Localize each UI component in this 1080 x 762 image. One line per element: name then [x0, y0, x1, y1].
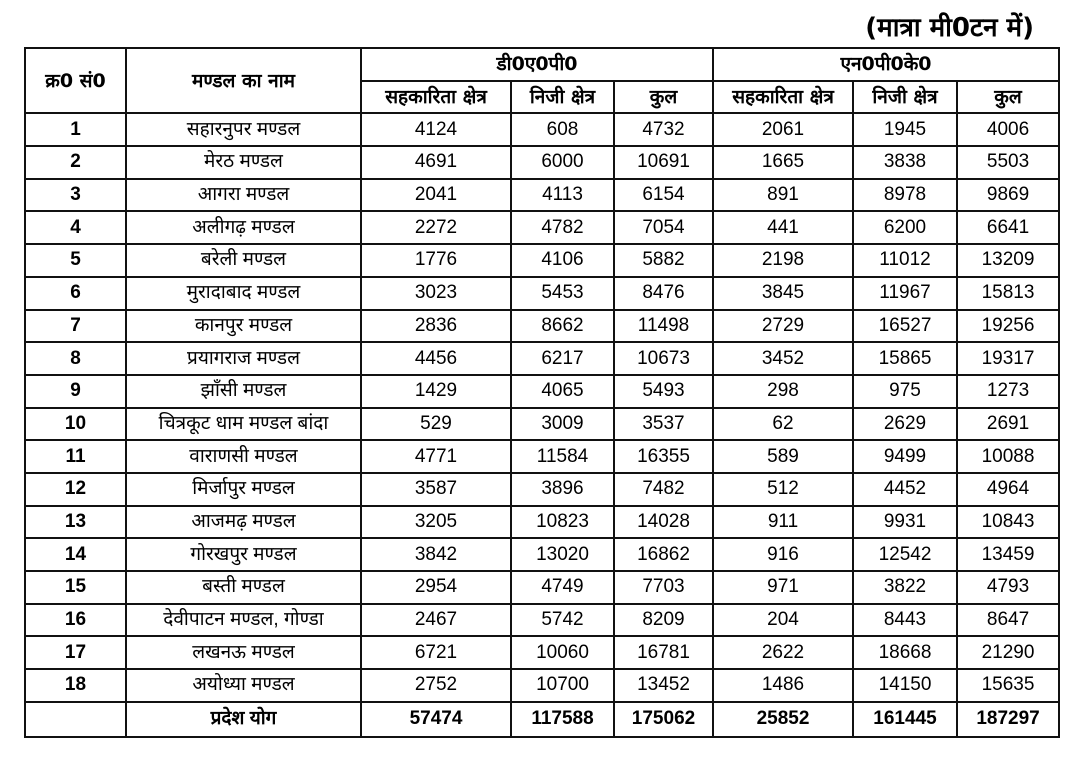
row-sno: 7 [25, 310, 126, 343]
cell-npk-cooperative: 971 [713, 571, 853, 604]
row-division-name: अलीगढ़ मण्डल [126, 211, 361, 244]
cell-npk-total: 19317 [957, 342, 1059, 375]
cell-dap-cooperative: 529 [361, 408, 511, 441]
cell-dap-total: 16862 [614, 538, 713, 571]
table-row [25, 146, 1059, 179]
cell-npk-total: 4964 [957, 473, 1059, 506]
cell-dap-private: 4749 [511, 571, 614, 604]
cell-dap-private: 4113 [511, 179, 614, 212]
cell-npk-total: 5503 [957, 146, 1059, 179]
header-npk: एन0पी0के0 [713, 48, 1059, 81]
table-row [25, 538, 1059, 571]
cell-npk-private: 18668 [853, 636, 957, 669]
header-npk-private: निजी क्षेत्र [853, 81, 957, 114]
row-division-name: मुरादाबाद मण्डल [126, 277, 361, 310]
cell-npk-total: 19256 [957, 310, 1059, 343]
header-row-group [25, 48, 1059, 81]
cell-dap-private: 13020 [511, 538, 614, 571]
row-division-name: बरेली मण्डल [126, 244, 361, 277]
row-sno: 14 [25, 538, 126, 571]
cell-dap-private: 11584 [511, 440, 614, 473]
total-label: प्रदेश योग [126, 702, 361, 737]
cell-dap-private: 10700 [511, 669, 614, 702]
cell-dap-total: 11498 [614, 310, 713, 343]
row-division-name: वाराणसी मण्डल [126, 440, 361, 473]
row-sno: 1 [25, 113, 126, 146]
cell-npk-total: 6641 [957, 211, 1059, 244]
header-dap-total: कुल [614, 81, 713, 114]
total-npk-cooperative: 25852 [713, 702, 853, 737]
cell-npk-cooperative: 512 [713, 473, 853, 506]
total-dap-total: 175062 [614, 702, 713, 737]
cell-npk-private: 9499 [853, 440, 957, 473]
cell-dap-private: 4782 [511, 211, 614, 244]
row-sno: 8 [25, 342, 126, 375]
cell-npk-private: 8443 [853, 604, 957, 637]
cell-npk-cooperative: 62 [713, 408, 853, 441]
cell-npk-total: 15813 [957, 277, 1059, 310]
cell-npk-cooperative: 911 [713, 506, 853, 539]
total-npk-private: 161445 [853, 702, 957, 737]
cell-npk-total: 1273 [957, 375, 1059, 408]
cell-npk-cooperative: 589 [713, 440, 853, 473]
row-sno: 15 [25, 571, 126, 604]
cell-dap-total: 10691 [614, 146, 713, 179]
cell-dap-private: 5453 [511, 277, 614, 310]
row-division-name: अयोध्या मण्डल [126, 669, 361, 702]
cell-npk-cooperative: 3845 [713, 277, 853, 310]
header-division: मण्डल का नाम [126, 48, 361, 113]
cell-dap-total: 10673 [614, 342, 713, 375]
cell-npk-private: 6200 [853, 211, 957, 244]
cell-dap-cooperative: 6721 [361, 636, 511, 669]
total-row [25, 702, 1059, 737]
cell-dap-cooperative: 4456 [361, 342, 511, 375]
row-sno: 18 [25, 669, 126, 702]
cell-npk-total: 4793 [957, 571, 1059, 604]
cell-npk-cooperative: 441 [713, 211, 853, 244]
row-division-name: मेरठ मण्डल [126, 146, 361, 179]
cell-npk-private: 2629 [853, 408, 957, 441]
cell-npk-cooperative: 891 [713, 179, 853, 212]
cell-npk-cooperative: 2061 [713, 113, 853, 146]
unit-note: (मात्रा मी0टन में) [865, 13, 1034, 43]
row-division-name: लखनऊ मण्डल [126, 636, 361, 669]
header-dap-cooperative: सहकारिता क्षेत्र [361, 81, 511, 114]
table-row [25, 244, 1059, 277]
fertilizer-table [24, 47, 1060, 738]
row-sno: 12 [25, 473, 126, 506]
cell-npk-private: 11012 [853, 244, 957, 277]
row-division-name: कानपुर मण्डल [126, 310, 361, 343]
table-row [25, 473, 1059, 506]
row-division-name: चित्रकूट धाम मण्डल बांदा [126, 408, 361, 441]
cell-dap-cooperative: 1776 [361, 244, 511, 277]
table-row [25, 440, 1059, 473]
cell-dap-cooperative: 4771 [361, 440, 511, 473]
table-row [25, 636, 1059, 669]
cell-npk-total: 13209 [957, 244, 1059, 277]
cell-npk-cooperative: 3452 [713, 342, 853, 375]
cell-dap-cooperative: 2272 [361, 211, 511, 244]
cell-npk-private: 1945 [853, 113, 957, 146]
cell-npk-total: 13459 [957, 538, 1059, 571]
cell-npk-private: 14150 [853, 669, 957, 702]
cell-dap-total: 7054 [614, 211, 713, 244]
cell-dap-cooperative: 3587 [361, 473, 511, 506]
cell-dap-total: 5493 [614, 375, 713, 408]
row-sno: 3 [25, 179, 126, 212]
row-sno: 5 [25, 244, 126, 277]
cell-dap-total: 6154 [614, 179, 713, 212]
header-dap-private: निजी क्षेत्र [511, 81, 614, 114]
table-row [25, 375, 1059, 408]
row-division-name: गोरखपुर मण्डल [126, 538, 361, 571]
cell-dap-cooperative: 2041 [361, 179, 511, 212]
cell-npk-private: 975 [853, 375, 957, 408]
header-dap: डी0ए0पी0 [361, 48, 713, 81]
cell-npk-cooperative: 2198 [713, 244, 853, 277]
cell-npk-total: 15635 [957, 669, 1059, 702]
cell-dap-total: 8209 [614, 604, 713, 637]
cell-npk-total: 9869 [957, 179, 1059, 212]
row-sno: 13 [25, 506, 126, 539]
cell-dap-total: 7703 [614, 571, 713, 604]
row-division-name: आजमढ़ मण्डल [126, 506, 361, 539]
cell-npk-private: 11967 [853, 277, 957, 310]
cell-dap-private: 4065 [511, 375, 614, 408]
cell-dap-private: 608 [511, 113, 614, 146]
table-row [25, 179, 1059, 212]
cell-npk-total: 10843 [957, 506, 1059, 539]
cell-npk-cooperative: 1486 [713, 669, 853, 702]
cell-dap-private: 10060 [511, 636, 614, 669]
cell-npk-cooperative: 204 [713, 604, 853, 637]
cell-npk-cooperative: 298 [713, 375, 853, 408]
cell-npk-total: 4006 [957, 113, 1059, 146]
header-sno: क्र0 सं0 [25, 48, 126, 113]
row-division-name: प्रयागराज मण्डल [126, 342, 361, 375]
row-division-name: मिर्जापुर मण्डल [126, 473, 361, 506]
cell-dap-total: 5882 [614, 244, 713, 277]
cell-npk-total: 8647 [957, 604, 1059, 637]
cell-dap-private: 10823 [511, 506, 614, 539]
cell-dap-private: 4106 [511, 244, 614, 277]
table-row [25, 277, 1059, 310]
header-npk-total: कुल [957, 81, 1059, 114]
cell-dap-cooperative: 2752 [361, 669, 511, 702]
row-sno: 16 [25, 604, 126, 637]
table-row [25, 113, 1059, 146]
row-division-name: देवीपाटन मण्डल, गोण्डा [126, 604, 361, 637]
row-sno: 10 [25, 408, 126, 441]
cell-dap-private: 6217 [511, 342, 614, 375]
total-dap-cooperative: 57474 [361, 702, 511, 737]
cell-npk-cooperative: 2622 [713, 636, 853, 669]
cell-npk-private: 16527 [853, 310, 957, 343]
total-sno [25, 702, 126, 737]
table-row [25, 342, 1059, 375]
table-row [25, 604, 1059, 637]
cell-dap-total: 14028 [614, 506, 713, 539]
row-sno: 6 [25, 277, 126, 310]
table-row [25, 310, 1059, 343]
cell-dap-total: 4732 [614, 113, 713, 146]
cell-dap-private: 5742 [511, 604, 614, 637]
table-body [25, 113, 1059, 736]
cell-npk-private: 4452 [853, 473, 957, 506]
cell-dap-cooperative: 2836 [361, 310, 511, 343]
cell-dap-cooperative: 2954 [361, 571, 511, 604]
row-sno: 17 [25, 636, 126, 669]
cell-npk-private: 9931 [853, 506, 957, 539]
table-row [25, 506, 1059, 539]
total-npk-total: 187297 [957, 702, 1059, 737]
cell-dap-total: 7482 [614, 473, 713, 506]
row-division-name: आगरा मण्डल [126, 179, 361, 212]
row-division-name: बस्ती मण्डल [126, 571, 361, 604]
table-row [25, 408, 1059, 441]
row-sno: 2 [25, 146, 126, 179]
cell-npk-total: 21290 [957, 636, 1059, 669]
cell-dap-total: 16781 [614, 636, 713, 669]
cell-dap-cooperative: 4124 [361, 113, 511, 146]
row-division-name: सहारनुपर मण्डल [126, 113, 361, 146]
cell-npk-total: 10088 [957, 440, 1059, 473]
cell-dap-cooperative: 4691 [361, 146, 511, 179]
cell-dap-cooperative: 2467 [361, 604, 511, 637]
row-sno: 4 [25, 211, 126, 244]
cell-dap-private: 6000 [511, 146, 614, 179]
cell-dap-cooperative: 1429 [361, 375, 511, 408]
cell-npk-cooperative: 1665 [713, 146, 853, 179]
cell-dap-total: 3537 [614, 408, 713, 441]
row-division-name: झाँसी मण्डल [126, 375, 361, 408]
cell-dap-cooperative: 3023 [361, 277, 511, 310]
cell-npk-total: 2691 [957, 408, 1059, 441]
cell-dap-total: 16355 [614, 440, 713, 473]
table-row [25, 211, 1059, 244]
cell-npk-private: 12542 [853, 538, 957, 571]
cell-dap-cooperative: 3205 [361, 506, 511, 539]
cell-npk-private: 3838 [853, 146, 957, 179]
cell-npk-private: 15865 [853, 342, 957, 375]
cell-dap-total: 13452 [614, 669, 713, 702]
total-dap-private: 117588 [511, 702, 614, 737]
row-sno: 11 [25, 440, 126, 473]
cell-dap-private: 3896 [511, 473, 614, 506]
cell-npk-cooperative: 916 [713, 538, 853, 571]
header-npk-cooperative: सहकारिता क्षेत्र [713, 81, 853, 114]
cell-dap-private: 8662 [511, 310, 614, 343]
cell-dap-total: 8476 [614, 277, 713, 310]
cell-npk-cooperative: 2729 [713, 310, 853, 343]
cell-dap-private: 3009 [511, 408, 614, 441]
row-sno: 9 [25, 375, 126, 408]
table-row [25, 669, 1059, 702]
cell-npk-private: 8978 [853, 179, 957, 212]
cell-dap-cooperative: 3842 [361, 538, 511, 571]
cell-npk-private: 3822 [853, 571, 957, 604]
table-row [25, 571, 1059, 604]
